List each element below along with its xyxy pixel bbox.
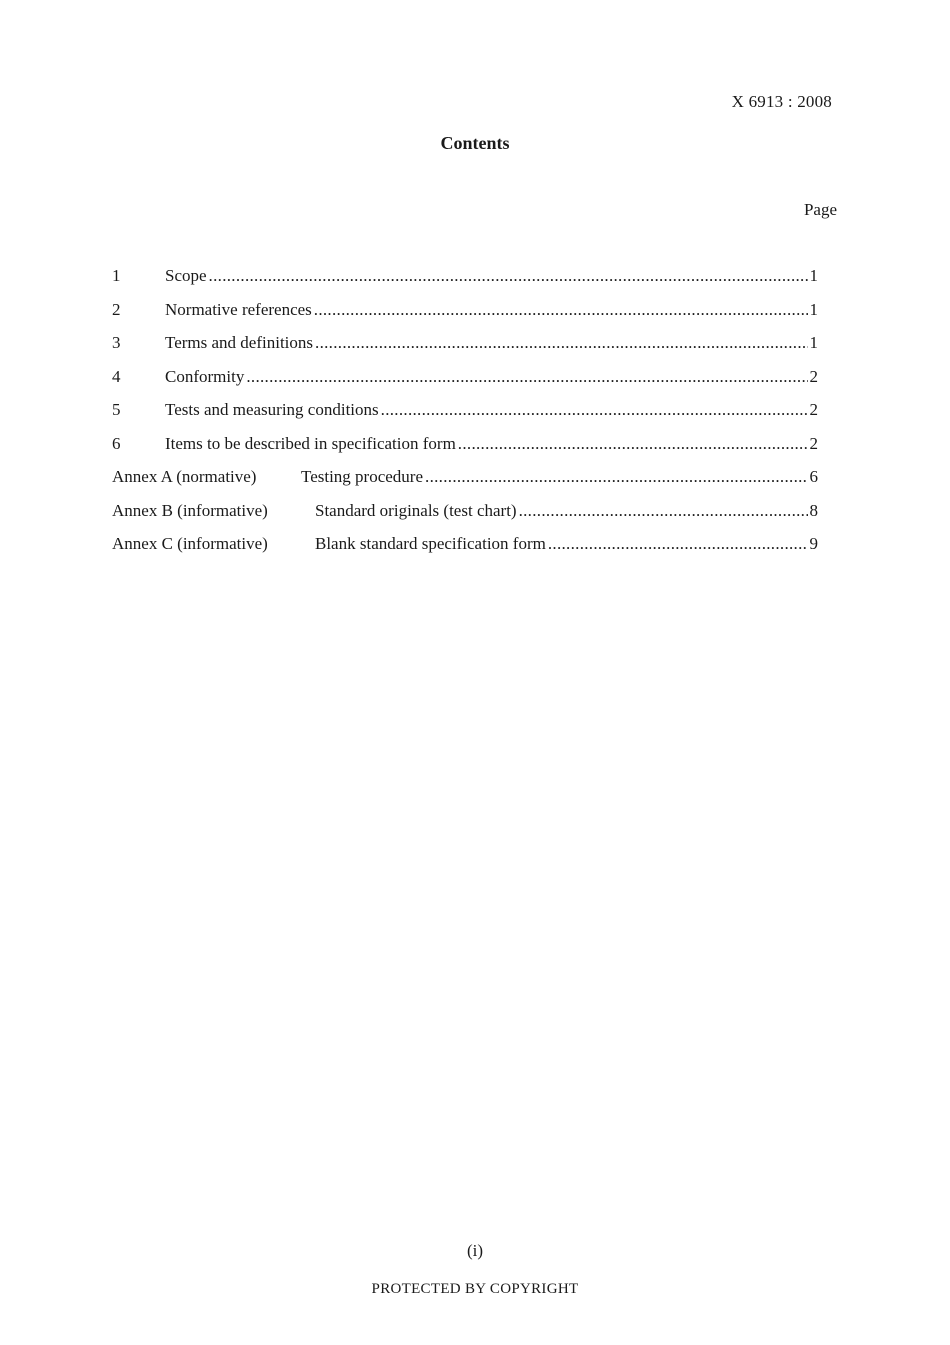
toc-entry-annex-c[interactable] — [112, 534, 818, 568]
dot-leader — [425, 467, 807, 487]
dot-leader — [246, 367, 807, 387]
toc-entry-title: Standard originals (test chart) — [315, 500, 517, 520]
toc-entry-annex-b[interactable] — [112, 501, 818, 535]
toc-entry-number: 6 — [112, 433, 121, 453]
dot-leader — [315, 333, 807, 353]
document-id: X 6913 : 2008 — [731, 92, 832, 111]
toc-entry-tests-and-measuring-conditions[interactable] — [112, 400, 818, 434]
toc-entry-page: 8 — [809, 500, 818, 520]
toc-entry-number: 1 — [112, 266, 121, 285]
page-column-heading: Page — [803, 200, 837, 219]
toc-entry-title: Normative references — [165, 299, 312, 319]
dot-leader — [314, 300, 808, 320]
toc-entry-number: 3 — [112, 333, 121, 352]
contents-title: Contents — [440, 133, 510, 153]
dot-leader — [548, 534, 808, 554]
toc-entry-title: Blank standard specification form — [315, 534, 546, 553]
annex-label: Annex C (informative) — [112, 534, 268, 553]
toc-entry-page: 1 — [809, 299, 818, 319]
toc-entry-scope[interactable] — [112, 266, 818, 300]
annex-label: Annex B (informative) — [112, 500, 268, 520]
toc-entry-terms-and-definitions[interactable] — [112, 333, 818, 367]
toc-entry-title: Tests and measuring conditions — [165, 400, 379, 419]
toc-entry-page: 2 — [809, 433, 818, 453]
toc-entry-title: Terms and definitions — [165, 333, 314, 352]
toc-entry-page: 2 — [809, 400, 818, 419]
annex-label: Annex A (normative) — [112, 467, 257, 486]
toc-entry-normative-references[interactable] — [112, 300, 818, 334]
toc-entry-title: Testing procedure — [301, 467, 424, 486]
toc-entry-items-in-specification-form[interactable] — [112, 434, 818, 468]
dot-leader — [458, 434, 808, 454]
toc-entry-number: 5 — [112, 400, 121, 419]
toc-entry-title: Conformity — [165, 366, 245, 386]
toc-entry-title: Items to be described in specification form — [165, 433, 456, 453]
table-of-contents — [112, 266, 818, 568]
toc-entry-number: 2 — [112, 299, 121, 319]
toc-entry-page: 2 — [809, 366, 818, 386]
copyright-notice: PROTECTED BY COPYRIGHT — [371, 1281, 579, 1297]
dot-leader — [381, 400, 808, 420]
toc-entry-page: 6 — [809, 467, 818, 486]
toc-entry-annex-a[interactable] — [112, 467, 818, 501]
toc-entry-number: 4 — [112, 366, 121, 386]
page-folio: (i) — [466, 1241, 484, 1260]
toc-entry-page: 1 — [809, 266, 818, 285]
toc-entry-page: 9 — [809, 534, 818, 553]
toc-entry-page: 1 — [809, 333, 818, 352]
toc-entry-conformity[interactable] — [112, 367, 818, 401]
dot-leader — [519, 501, 808, 521]
toc-entry-title: Scope — [165, 266, 207, 285]
dot-leader — [209, 266, 808, 286]
